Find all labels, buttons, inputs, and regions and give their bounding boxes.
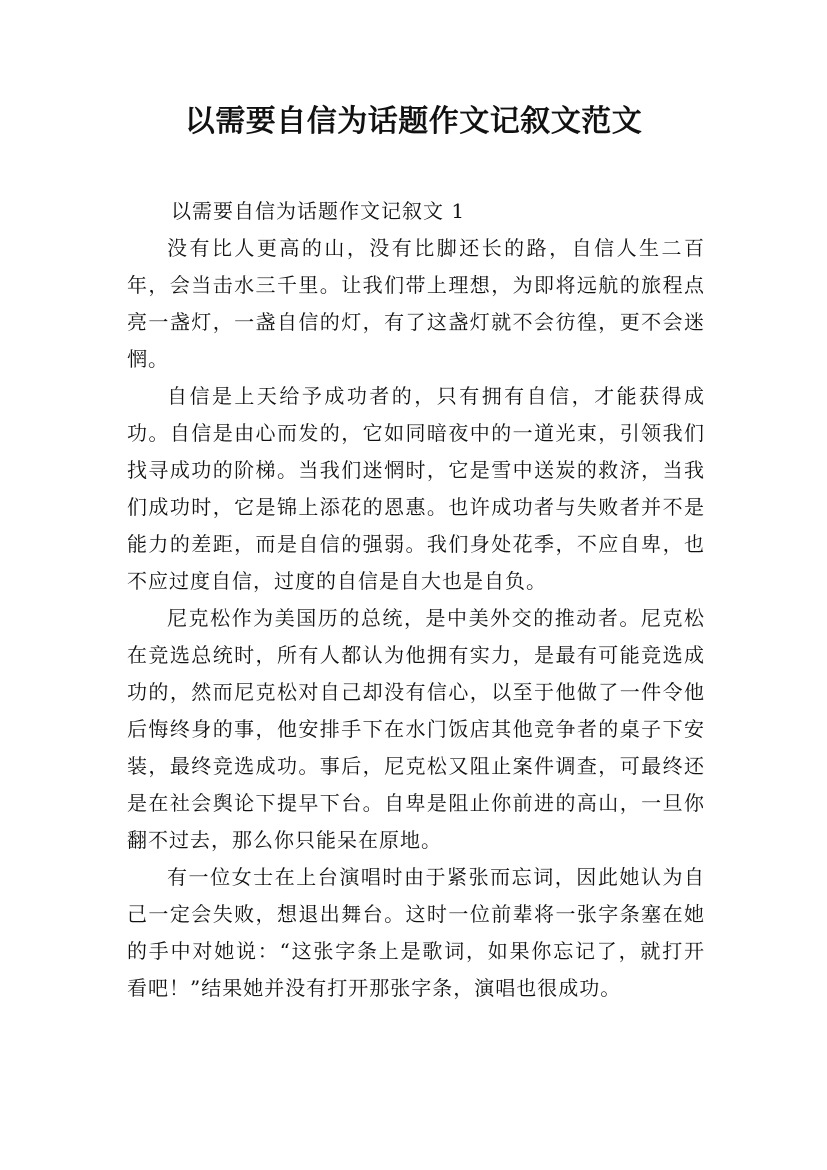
document-title: 以需要自信为话题作文记叙文范文: [184, 104, 643, 139]
paragraph-3: 尼克松作为美国历的总统，是中美外交的推动者。尼克松在竞选总统时，所有人都认为他拥有实力，是最有可能竞选成功的，然而尼克松对自己却没有信心，以至于他做了一件令他后悔终身的事，他安排手下在水门饭店其他竞争者的桌子下安装，最终竞选成功。事后，尼克松又阻止案件调查，可最终还是在社会舆论下提早下台。自卑是阻止你前进的高山，一旦你翻不过去，那么你只能呆在原地。: [127, 606, 705, 852]
section-heading: 以需要自信为话题作文记叙文 1: [171, 199, 466, 223]
paragraph-2: 自信是上天给予成功者的，只有拥有自信，才能获得成功。自信是由心而发的，它如同暗夜中的一道光束，引领我们找寻成功的阶梯。当我们迷惘时，它是雪中送炭的救济，当我们成功时，它是锦上添花的恩惠。也许成功者与失败者并不是能力的差距，而是自信的强弱。我们身处花季，不应自卑，也不应过度自信，过度的自信是自大也是自负。: [127, 384, 705, 593]
paragraph-4: 有一位女士在上台演唱时由于紧张而忘词，因此她认为自己一定会失败，想退出舞台。这时一位前辈将一张字条塞在她的手中对她说：“这张字条上是歌词，如果你忘记了，就打开看吧！”结果她并没有打开那张字条，演唱也很成功。: [127, 865, 705, 1000]
paragraph-1: 没有比人更高的山，没有比脚还长的路，自信人生二百年，会当击水三千里。让我们带上理想，为即将远航的旅程点亮一盏灯，一盏自信的灯，有了这盏灯就不会彷徨，更不会迷惘。: [127, 236, 705, 371]
document-body: [127, 193, 705, 1007]
